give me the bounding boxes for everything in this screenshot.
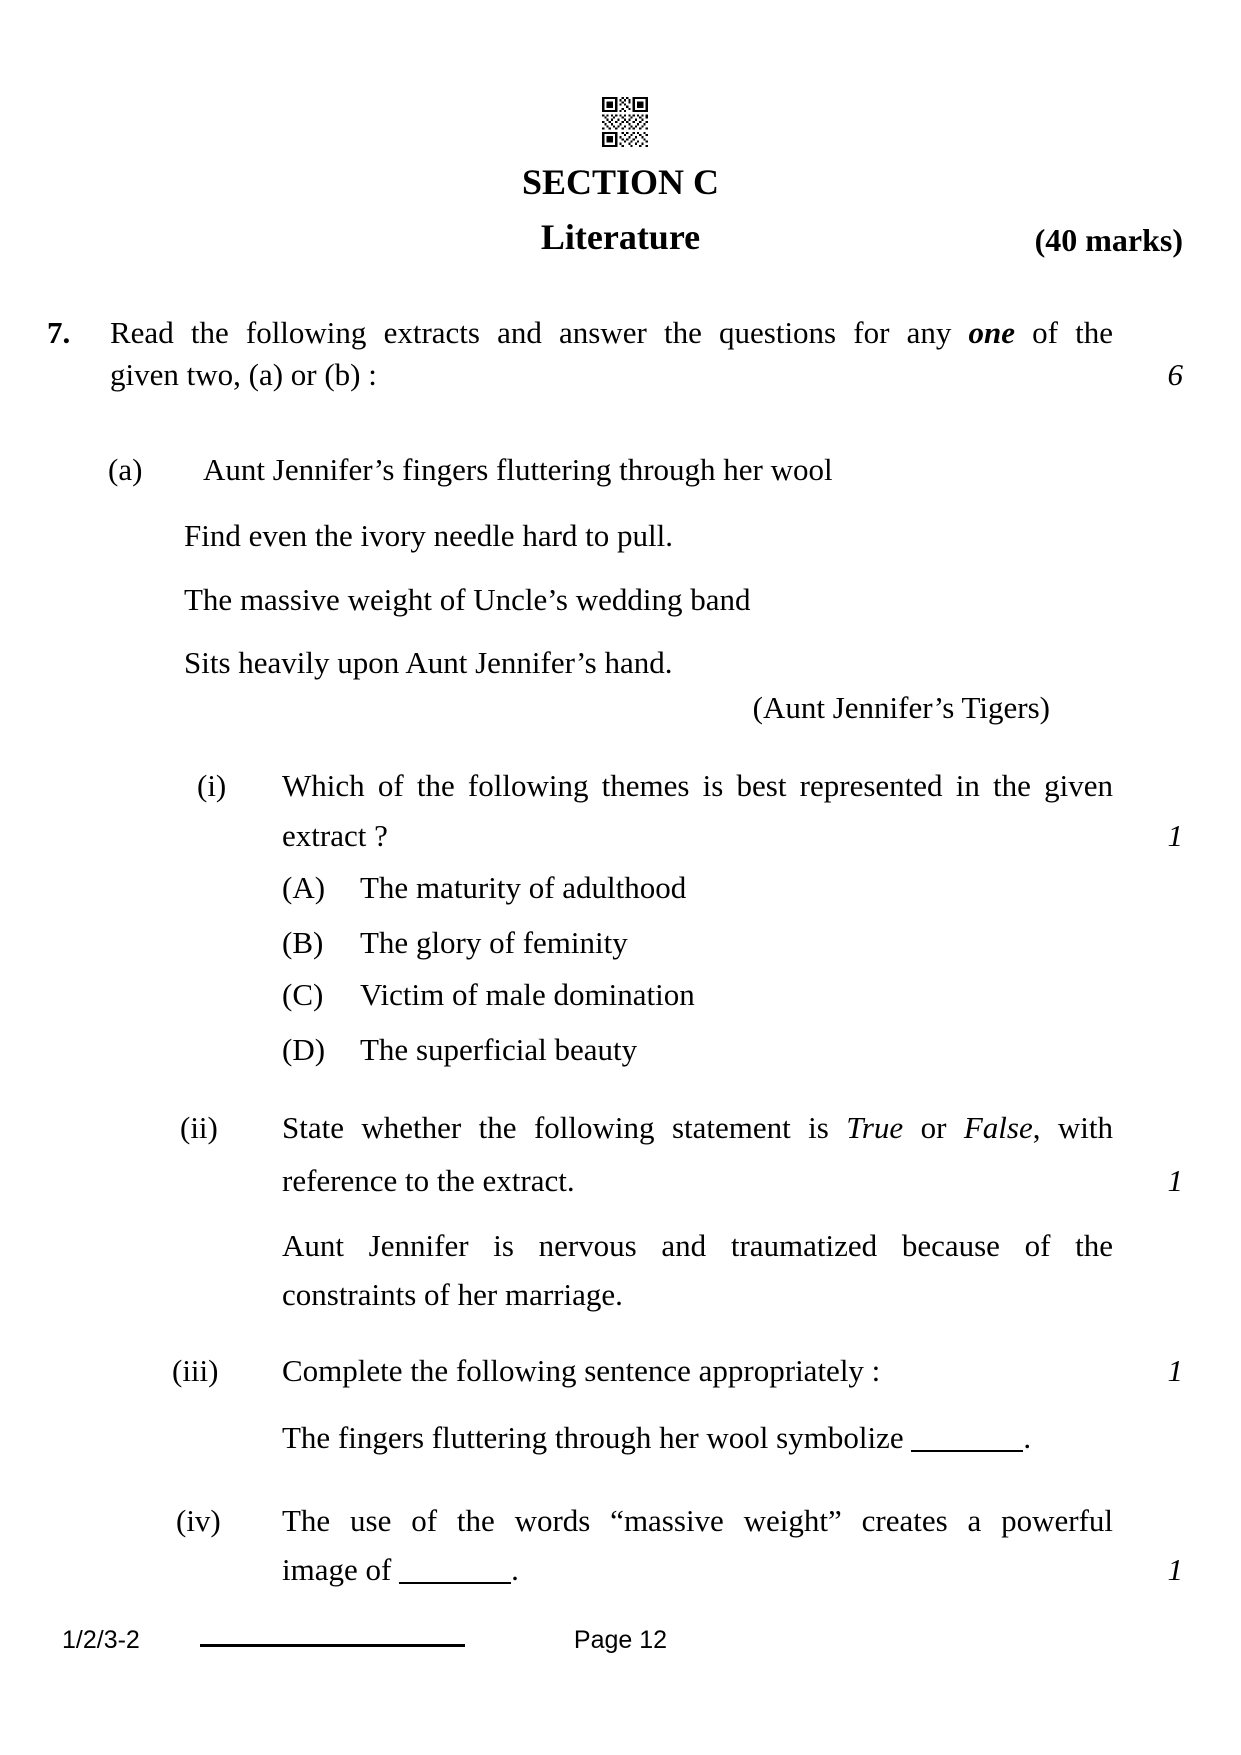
- fill-blank-period: .: [511, 1552, 519, 1587]
- option-label: (B): [282, 925, 324, 960]
- subq-i-line-1: Which of the following themes is best represented in the given: [282, 768, 1113, 803]
- option-text: The superficial beauty: [360, 1032, 638, 1067]
- option-text: The glory of feminity: [360, 925, 628, 960]
- option-label: (A): [282, 870, 326, 905]
- fill-blank-period: .: [1023, 1420, 1032, 1455]
- fill-blank-text: The fingers fluttering through her wool symbolize: [282, 1420, 904, 1455]
- option-label: (D): [282, 1032, 326, 1067]
- poem-attribution: (Aunt Jennifer’s Tigers): [752, 690, 1050, 725]
- fill-blank-line: [282, 1419, 1031, 1457]
- marks-value-q7: 6: [1167, 357, 1183, 392]
- extract-label: (a): [108, 452, 143, 487]
- subq-ii-text-b: , with: [1032, 1110, 1114, 1145]
- subq-ii-label: (ii): [180, 1110, 218, 1145]
- subq-ii-text-a: State whether the following statement is: [282, 1110, 829, 1145]
- intro-text-a: Read the following extracts and answer the questions for any: [110, 315, 952, 350]
- poem-line: The massive weight of Uncle’s wedding band: [184, 582, 751, 617]
- question-intro-line-2: given two, (a) or (b) :: [110, 357, 377, 392]
- question-number: 7.: [47, 315, 71, 350]
- statement-line-2: constraints of her marriage.: [282, 1277, 623, 1312]
- subq-ii-line-2: reference to the extract.: [282, 1163, 575, 1198]
- paper-subtitle: Literature: [540, 217, 701, 257]
- marks-value-i: 1: [1167, 818, 1183, 853]
- marks-value-iii: 1: [1167, 1353, 1183, 1388]
- poem-line: Find even the ivory needle hard to pull.: [184, 518, 673, 553]
- option-text: The maturity of adulthood: [360, 870, 687, 905]
- fill-blank-text: image of: [282, 1552, 392, 1587]
- subq-ii-line-1: [282, 1109, 1113, 1147]
- fill-blank-line: [282, 1551, 519, 1589]
- subq-i-line-2: extract ?: [282, 818, 388, 853]
- qr-code-icon: [602, 97, 648, 147]
- section-title: SECTION C: [521, 162, 720, 202]
- option-label: (C): [282, 977, 324, 1012]
- subq-i-label: (i): [197, 768, 227, 803]
- statement-line-1: Aunt Jennifer is nervous and traumatized because of the: [282, 1228, 1113, 1263]
- blank-underline: [399, 1582, 511, 1584]
- option-text: Victim of male domination: [360, 977, 695, 1012]
- intro-text-b: of the: [1032, 315, 1114, 350]
- subq-ii-or: or: [920, 1110, 947, 1145]
- footer-rule: [200, 1644, 465, 1647]
- poem-line: Aunt Jennifer’s fingers fluttering through her wool: [203, 452, 833, 487]
- marks-value-iv: 1: [1167, 1552, 1183, 1587]
- subq-iv-line-1: The use of the words “massive weight” creates a powerful: [282, 1503, 1113, 1538]
- question-intro-line-1: [110, 314, 1113, 352]
- poem-line: Sits heavily upon Aunt Jennifer’s hand.: [184, 645, 673, 680]
- subq-iv-label: (iv): [176, 1503, 221, 1538]
- subq-iii-line-1: Complete the following sentence appropriately :: [282, 1353, 881, 1388]
- subq-iii-label: (iii): [172, 1353, 219, 1388]
- total-marks: (40 marks): [1034, 222, 1183, 258]
- subq-ii-true: True: [846, 1110, 904, 1145]
- footer-page-number: Page 12: [573, 1626, 668, 1654]
- intro-emphasis: one: [968, 315, 1015, 350]
- footer-paper-code: 1/2/3-2: [62, 1626, 140, 1654]
- subq-ii-false: False: [963, 1110, 1033, 1145]
- blank-underline: [911, 1450, 1023, 1452]
- marks-value-ii: 1: [1167, 1163, 1183, 1198]
